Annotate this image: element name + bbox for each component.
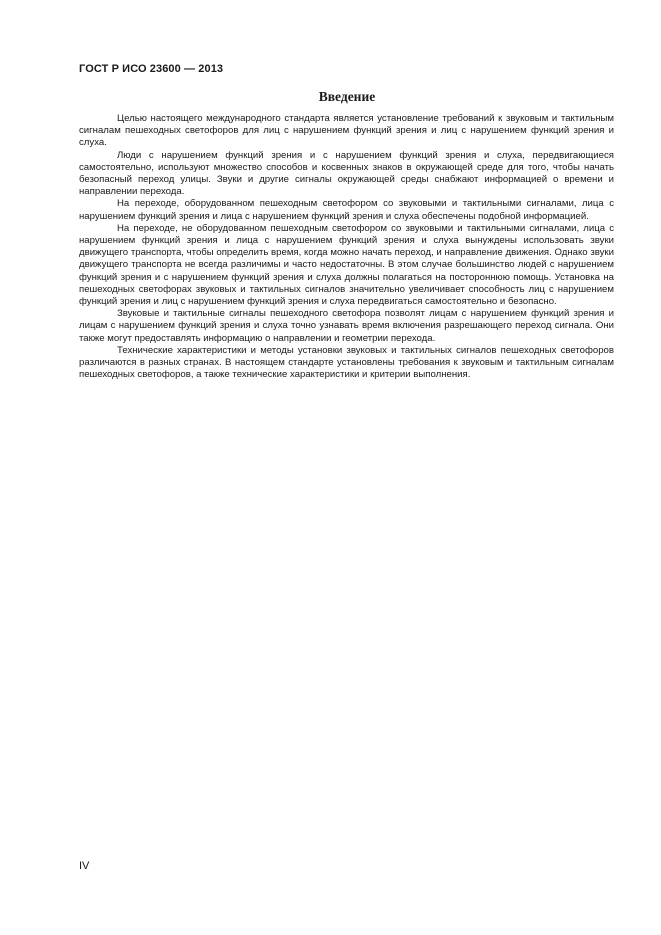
paragraph: Технические характеристики и методы установки звуковых и тактильных сигналов пешеходных светофоров различаются в разных странах. В настоящем стандарте установлены требования к звуковым и тактильным сигналам пешеходных светофоров, а также технические характеристики и критерии выполнения. (79, 344, 614, 381)
paragraph: Целью настоящего международного стандарта является установление требований к звуковым и тактильным сигналам пешеходных светофоров для лиц с нарушением функций зрения и лиц с нарушением функций зрения и слуха. (79, 113, 614, 149)
section-title: Введение (318, 89, 376, 104)
paragraph: На переходе, не оборудованном пешеходным светофором со звуковыми и тактильными сигналами, лица с нарушением функций зрения и лица с нарушением функций зрения и слуха вынуждены использовать звуки движущего транспорта, чтобы определить время, когда можно начать переход, и направление движения. Однако звуки движущего транспорта не всегда различимы и часто недостаточны. В этом случае большинство людей с нарушением функций зрения и с нарушением функций зрения и слуха должны полагаться на постороннюю помощь. Установка на пешеходных светофорах звуковых и тактильных сигналов значительно увеличивает способность лиц с нарушением функций зрения и лиц с нарушением функций зрения и слуха передвигаться самостоятельно и безопасно. (79, 222, 614, 308)
paragraph: Люди с нарушением функций зрения и с нарушением функций зрения и слуха, передвигающиеся самостоятельно, используют множество способов и косвенных знаков в окружающей среде для того, чтобы начать безопасный переход улицы. Звуки и другие сигналы окружающей среды снабжают информацией о времени и направлении перехода. (79, 149, 614, 198)
document-header: ГОСТ Р ИСО 23600 — 2013 (79, 63, 224, 75)
paragraph: Звуковые и тактильные сигналы пешеходного светофора позволят лицам с нарушением функций зрения и лицам с нарушением функций зрения и слуха точно узнавать время включения разрешающего переход сигнала. Они также могут предоставлять информацию о направлении и геометрии перехода. (79, 308, 614, 344)
paragraph: На переходе, оборудованном пешеходным светофором со звуковыми и тактильными сигналами, лица с нарушением функций зрения и лица с нарушением функций зрения и слуха обеспечены подобной информацией. (79, 198, 614, 222)
page-number: IV (79, 860, 90, 872)
body-text (79, 113, 614, 381)
